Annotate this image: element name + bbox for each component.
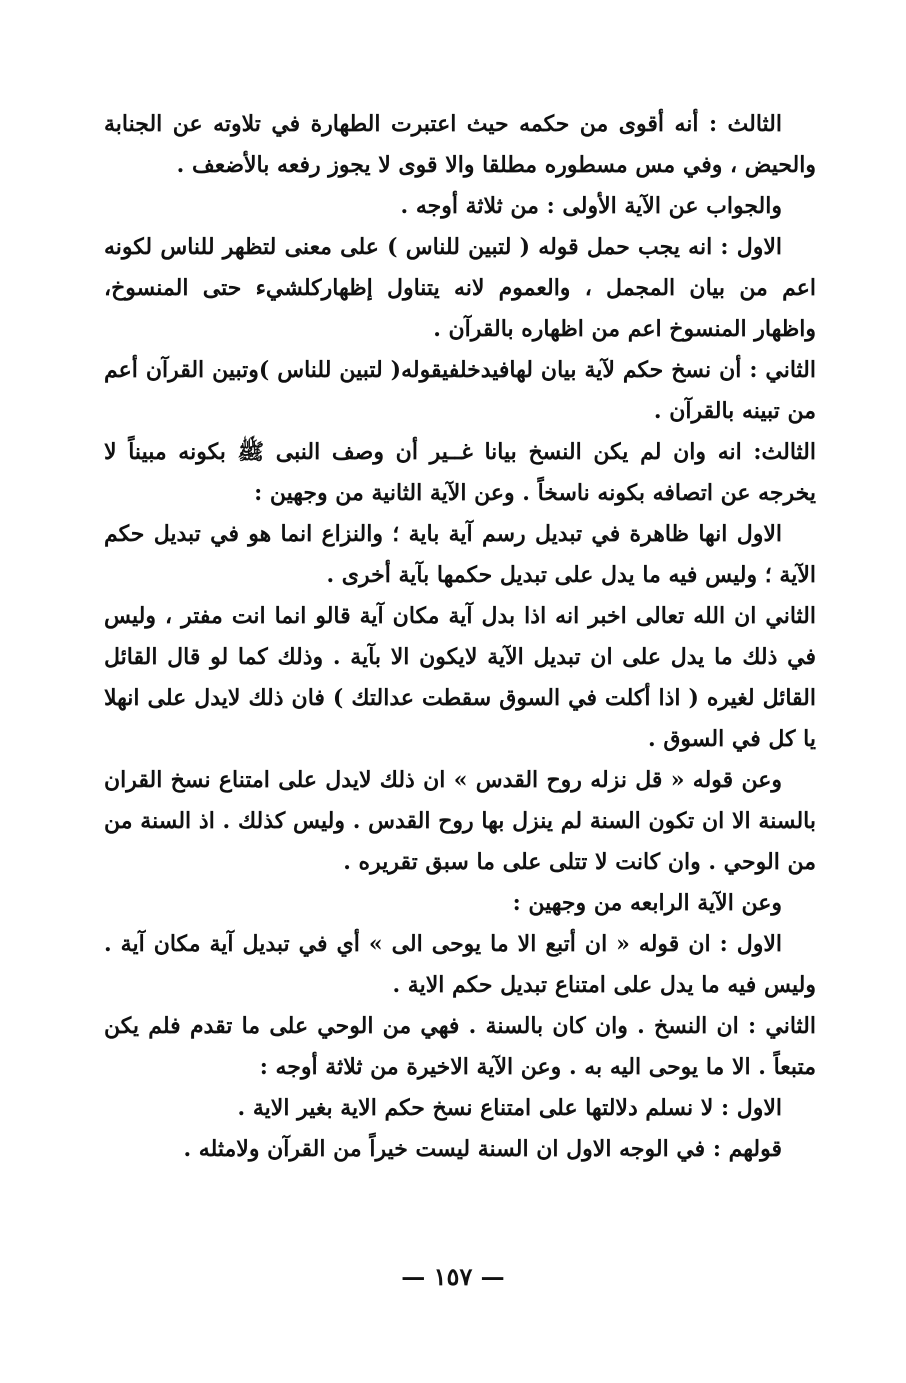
- paragraph-second-verse-first: الاول انها ظاهرة في تبديل رسم آية باية ؛ والنزاع انما هو في تبديل حكم الآية ؛ وليس فيه ما يدل على تبديل حكمها بآية أخرى .: [104, 521, 816, 588]
- page-body-text: [104, 104, 816, 1170]
- paragraph-holy-spirit: وعن قوله « قل نزله روح القدس » ان ذلك لايدل على امتناع نسخ القران بالسنة الا ان تكون السنة لم ينزل بها روح القدس . وليس كذلك . اذ السنة من من الوحي . وان كانت لا تتلى على ما سبق تقريره .: [104, 767, 816, 875]
- paragraph-second-verse-second: الثاني ان الله تعالى اخبر انه اذا بدل آية مكان آية قالو انما انت مفتر ، وليس في ذلك ما يدل على ان تبديل الآية لايكون الا بآية . وذلك كما لو قال القائل القائل لغيره ( اذا أكلت في السوق سقطت عدالتك ) فان ذلك لايدل على انهلا يا كل في السوق .: [104, 603, 816, 752]
- paragraph-third-argument: الثالث : أنه أقوى من حكمه حيث اعتبرت الطهارة في تلاوته عن الجنابة والحيض ، وفي مس مسطوره مطلقا والا قوى لا يجوز رفعه بالأضعف .: [104, 111, 816, 178]
- paragraph-their-saying: قولهم : في الوجه الاول ان السنة ليست خيراً من القرآن ولامثله .: [183, 1136, 782, 1162]
- paragraph-answer-first-verse: والجواب عن الآية الأولى : من ثلاثة أوجه .: [400, 193, 782, 219]
- paragraph-fourth-verse-heading: وعن الآية الرابعه من وجهين :: [512, 890, 782, 916]
- paragraph-last-verse-first: الاول : لا نسلم دلالتها على امتناع نسخ حكم الاية بغير الاية .: [237, 1095, 782, 1121]
- paragraph-second-point: الثاني : أن نسخ حكم لآية بيان لهافيدخلفيقوله( لتبين للناس )وتبين القرآن أعم من تبينه بالقرآن .: [104, 357, 816, 424]
- paragraph-first-point: الاول : انه يجب حمل قوله ( لتبين للناس ) على معنى لتظهر للناس لكونه اعم من بيان المجمل ، والعموم لانه يتناول إظهاركلشيء حتى المنسوخ، واظهار المنسوخ اعم من اظهاره بالقرآن .: [104, 234, 816, 342]
- page-number: — ١٥٧ —: [401, 1262, 505, 1291]
- paragraph-fourth-verse-first: الاول : ان قوله « ان أتبع الا ما يوحى الى » أي في تبديل آية مكان آية . وليس فيه ما يدل على امتناع تبديل حكم الاية .: [104, 931, 816, 998]
- paragraph-third-point: الثالث: انه وان لم يكن النسخ بيانا غــير أن وصف النبى ﷺ بكونه مبيناً لا يخرجه عن اتصافه بكونه ناسخاً . وعن الآية الثانية من وجهين :: [104, 439, 816, 506]
- paragraph-fourth-verse-second: الثاني : ان النسخ . وان كان بالسنة . فهي من الوحي على ما تقدم فلم يكن متبعاً . الا ما يوحى اليه به . وعن الآية الاخيرة من ثلاثة أوجه :: [104, 1013, 816, 1080]
